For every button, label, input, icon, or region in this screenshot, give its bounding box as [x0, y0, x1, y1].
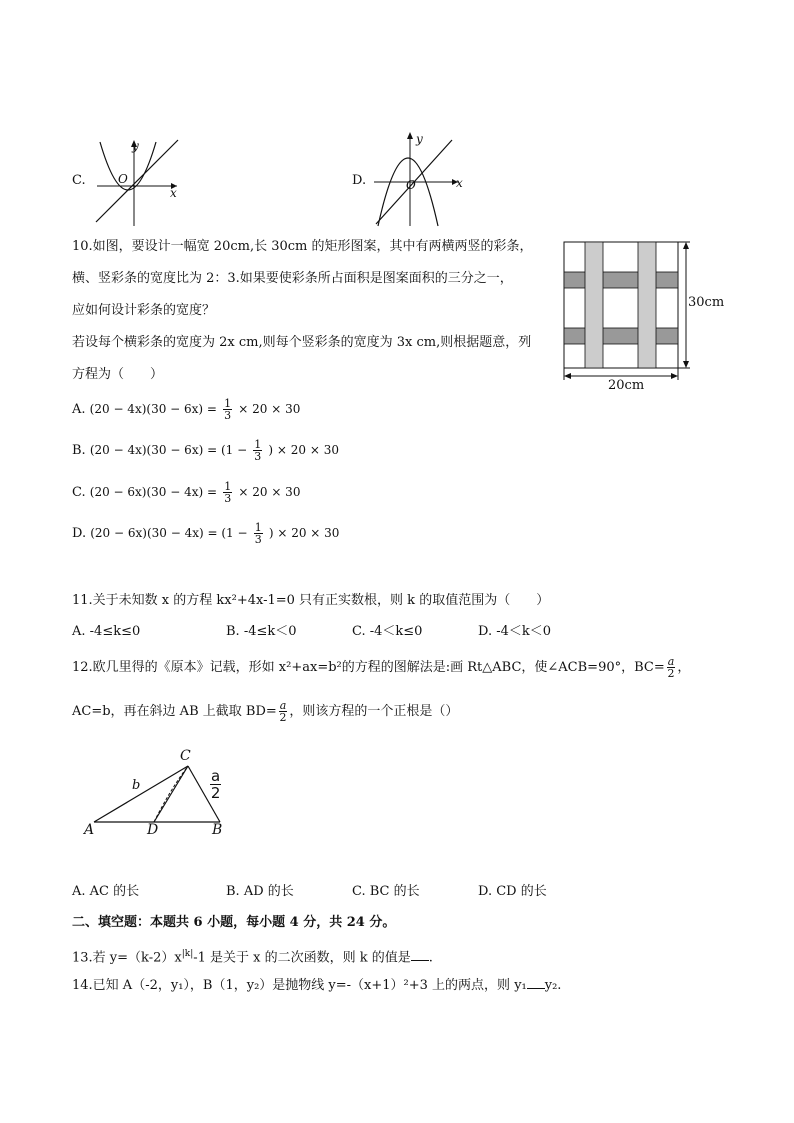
q12-figure-label-a: A [84, 822, 95, 838]
q10-option-c[interactable] [72, 481, 300, 504]
q11-option-b[interactable]: B. -4≤k＜0 [226, 624, 297, 639]
q9-d-axis-x: x [456, 176, 463, 190]
q10-option-b-label: B. [72, 443, 86, 458]
q14-answer-blank[interactable] [527, 976, 545, 989]
q9-c-axis-y: y [132, 139, 139, 153]
q9-d-axis-y: y [416, 132, 423, 146]
q10-option-d-label: D. [72, 526, 87, 541]
q12-bc-fraction: $\frac{a}{2}$ [667, 655, 675, 680]
q12-option-c[interactable]: C. BC 的长 [352, 884, 420, 899]
q12-option-a[interactable]: A. AC 的长 [72, 884, 140, 899]
q13-answer-blank[interactable] [411, 948, 429, 961]
q12-bd-fraction: $\frac{a}{2}$ [279, 699, 287, 724]
q10-stem-line5: 方程为（ ） [72, 367, 164, 382]
q10-option-d-left: (20 − 6x)(30 − 4x) = (1 − [90, 526, 248, 540]
q11-option-a[interactable]: A. -4≤k≤0 [72, 624, 141, 639]
q14-stem: 14.已知 A（-2，y₁），B（1，y₂）是抛物线 y=-（x+1）²+3 上的两点，则 y₁ y₂. [72, 978, 562, 993]
q10-option-d[interactable] [72, 522, 339, 545]
q11-option-d[interactable]: D. -4＜k＜0 [478, 624, 552, 639]
q10-option-d-right: ) × 20 × 30 [268, 526, 340, 540]
q10-stem-line2: 横、竖彩条的宽度比为 2：3.如果要使彩条所占面积是图案面积的三分之一， [72, 271, 513, 286]
q10-option-b-left: (20 − 4x)(30 − 6x) = (1 − [89, 443, 248, 457]
q10-option-c-label: C. [72, 485, 86, 500]
q9-option-d-label[interactable]: D. [352, 173, 367, 188]
q12-figure-label-side-b: b [132, 778, 141, 793]
q10-option-a-label: A. [72, 402, 86, 417]
q10-option-a-right: × 20 × 30 [238, 402, 301, 416]
q9-c-origin: O [118, 172, 128, 186]
q10-option-b-right: ) × 20 × 30 [268, 443, 340, 457]
q10-option-d-fraction: $\frac{1}{3}$ [254, 521, 262, 546]
q12-figure-label-a-over-2: a 2 [210, 767, 221, 802]
q10-option-b[interactable] [72, 439, 339, 462]
q12-option-d[interactable]: D. CD 的长 [478, 884, 547, 899]
q10-option-a-fraction: $\frac{1}{3}$ [224, 397, 232, 422]
q10-option-a[interactable] [72, 398, 300, 421]
q10-stem-line3: 应如何设计彩条的宽度？ [72, 303, 216, 318]
q10-option-c-left: (20 − 6x)(30 − 4x) = [89, 485, 218, 499]
q10-figure [562, 240, 732, 392]
q12-stem-line2: AC=b，再在斜边 AB 上截取 BD= $\frac{a}{2}$ ，则该方程的一个正根是（） [72, 699, 459, 724]
q12-stem-line1: 12.欧几里得的《原本》记载，形如 x²+ax=b²的方程的图解法是:画 Rt△ABC，使∠ACB=90°，BC= $\frac{a}{2}$ ， [72, 655, 691, 680]
q9-d-origin: O [406, 178, 416, 192]
q12-figure-label-b: B [212, 822, 223, 838]
q12-figure-label-c: C [180, 748, 191, 764]
q10-figure-height-label: 30cm [688, 295, 725, 310]
q10-option-c-right: × 20 × 30 [238, 485, 301, 499]
q10-stem-line1: 10.如图，要设计一幅宽 20cm,长 30cm 的矩形图案，其中有两横两竖的彩条， [72, 239, 533, 254]
q9-c-axis-x: x [170, 186, 177, 200]
q9-option-c-label[interactable]: C. [72, 173, 86, 188]
q10-option-b-fraction: $\frac{1}{3}$ [254, 438, 262, 463]
q13-exponent: |k| [181, 949, 194, 959]
section-2-heading: 二、填空题：本题共 6 小题，每小题 4 分，共 24 分。 [72, 915, 396, 930]
q10-figure-width-label: 20cm [608, 378, 645, 393]
q10-option-a-left: (20 − 4x)(30 − 6x) = [89, 402, 217, 416]
q11-option-c[interactable]: C. -4＜k≤0 [352, 624, 423, 639]
q10-option-c-fraction: $\frac{1}{3}$ [224, 480, 232, 505]
q13-stem: 13.若 $y=(k-2)x^{|k|}-1$ 是关于 x 的二次函数，则 k 的值是 . [72, 949, 433, 966]
q12-option-b[interactable]: B. AD 的长 [226, 884, 294, 899]
q11-stem: 11.关于未知数 x 的方程 kx²+4x-1=0 只有正实数根，则 k 的取值范围为（ ） [72, 593, 550, 608]
q12-figure-label-d: D [147, 822, 159, 838]
q10-stem-line4: 若设每个横彩条的宽度为 2x cm,则每个竖彩条的宽度为 3x cm,则根据题意，列 [72, 335, 532, 350]
